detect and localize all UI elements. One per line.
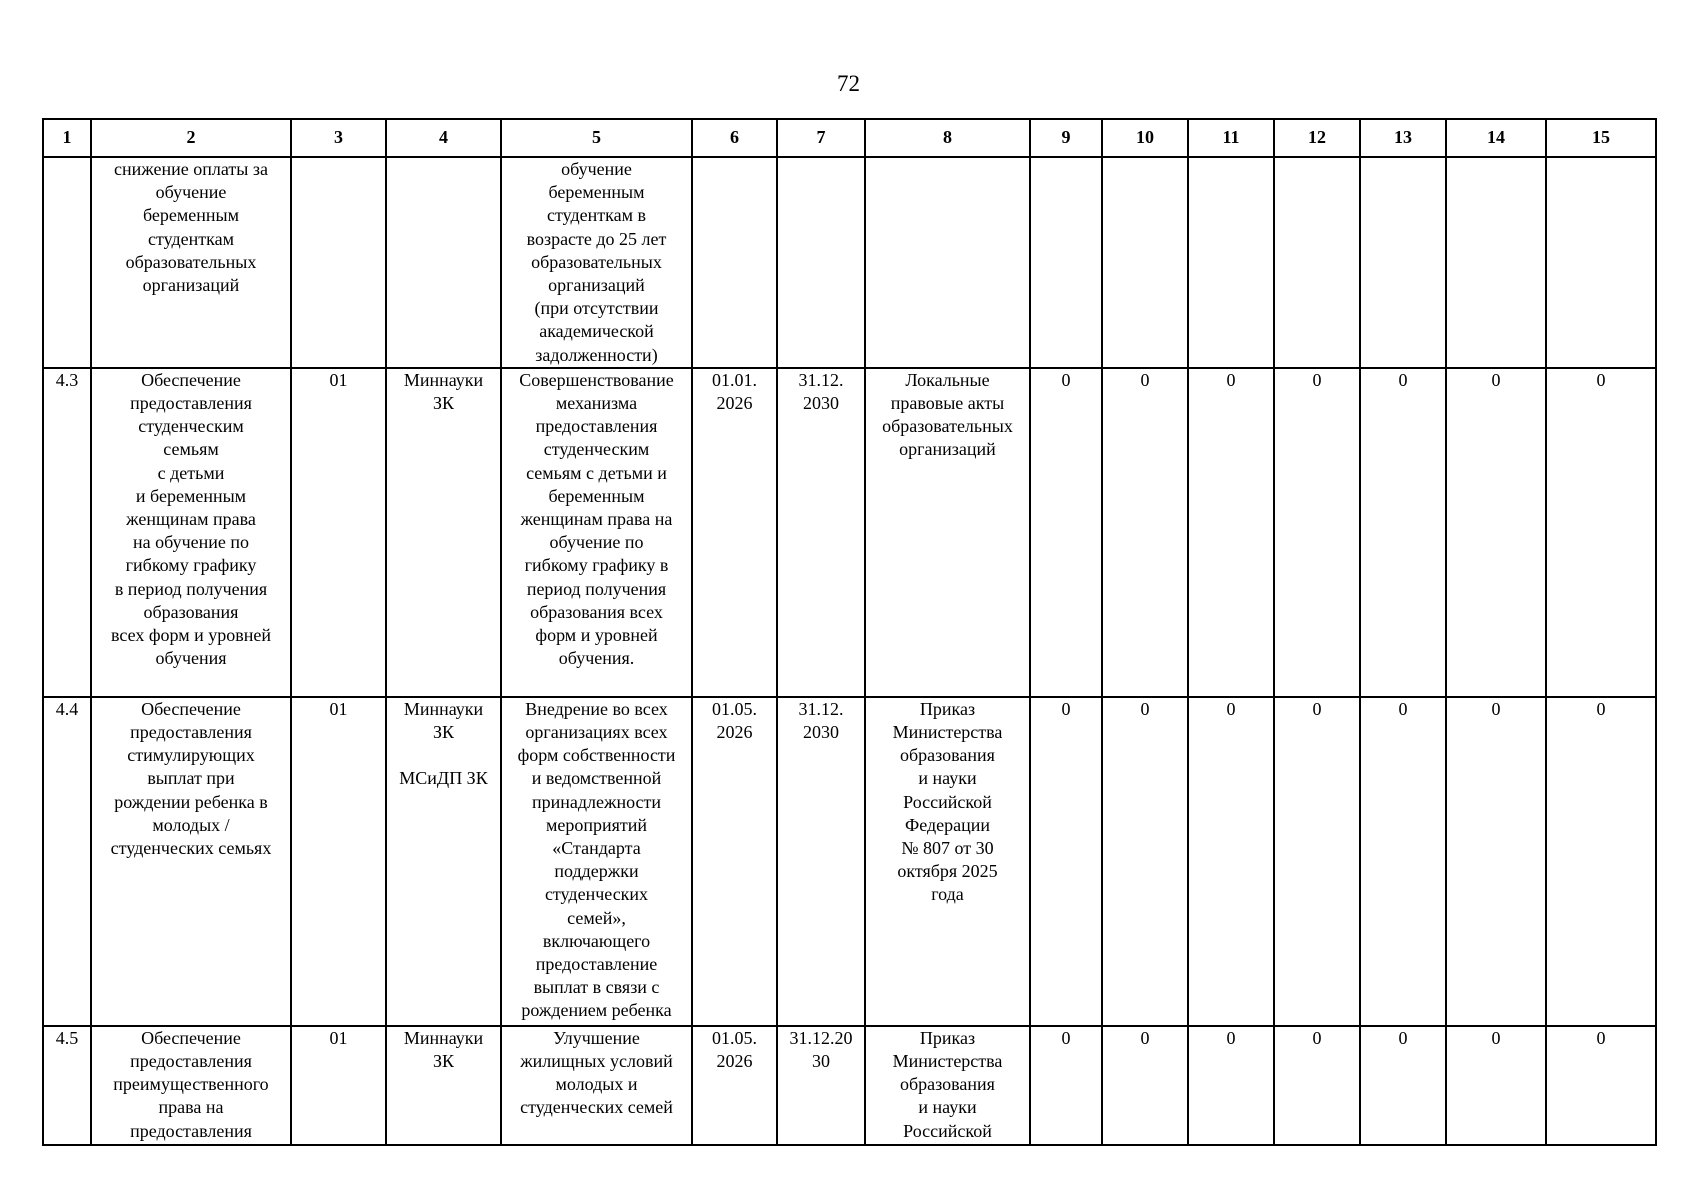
page-number: 72 <box>837 71 860 96</box>
table-cell <box>1030 157 1102 368</box>
column-header: 10 <box>1102 119 1188 157</box>
column-header: 2 <box>91 119 291 157</box>
column-header: 4 <box>386 119 501 157</box>
table-cell: 01 <box>291 1026 386 1145</box>
table-cell <box>865 157 1030 368</box>
table-cell: 01.05. 2026 <box>692 697 777 1026</box>
table-cell <box>43 157 91 368</box>
column-header: 5 <box>501 119 692 157</box>
table-cell: 0 <box>1274 368 1360 697</box>
table-cell: Обеспечение предоставления преимущественного права на предоставления <box>91 1026 291 1145</box>
column-header: 15 <box>1546 119 1656 157</box>
table-cell: 0 <box>1030 697 1102 1026</box>
column-header: 7 <box>777 119 865 157</box>
table-cell: 0 <box>1030 368 1102 697</box>
table-cell: 0 <box>1188 1026 1274 1145</box>
table-cell: Миннауки ЗК <box>386 368 501 697</box>
table-cell: обучение беременным студенткам в возрасте до 25 лет образовательных организаций (при отсутствии академической задолженности) <box>501 157 692 368</box>
table-header-row <box>43 119 1656 157</box>
table-row <box>43 1026 1656 1145</box>
table-cell: 0 <box>1102 368 1188 697</box>
table-cell: 0 <box>1274 1026 1360 1145</box>
table-cell <box>1546 157 1656 368</box>
table-cell: Приказ Министерства образования и науки Российской Федерации № 807 от 30 октября 2025 года <box>865 697 1030 1026</box>
table-cell: 0 <box>1360 368 1446 697</box>
column-header: 11 <box>1188 119 1274 157</box>
table-cell: 0 <box>1102 697 1188 1026</box>
table-row <box>43 697 1656 1026</box>
table-cell: Улучшение жилищных условий молодых и студенческих семей <box>501 1026 692 1145</box>
column-header: 1 <box>43 119 91 157</box>
column-header: 6 <box>692 119 777 157</box>
column-header: 8 <box>865 119 1030 157</box>
table-cell: 0 <box>1546 1026 1656 1145</box>
table-cell: 0 <box>1188 368 1274 697</box>
table-cell: 0 <box>1360 697 1446 1026</box>
table-cell: 01.01. 2026 <box>692 368 777 697</box>
table-row <box>43 368 1656 697</box>
table-cell: 0 <box>1546 697 1656 1026</box>
table-cell <box>291 157 386 368</box>
table-cell: Локальные правовые акты образовательных организаций <box>865 368 1030 697</box>
table-cell: 0 <box>1030 1026 1102 1145</box>
table-cell: Приказ Министерства образования и науки Российской <box>865 1026 1030 1145</box>
column-header: 9 <box>1030 119 1102 157</box>
table-cell: 01 <box>291 697 386 1026</box>
table-cell: снижение оплаты за обучение беременным студенткам образовательных организаций <box>91 157 291 368</box>
table-cell: 0 <box>1446 1026 1546 1145</box>
table-cell: 31.12. 2030 <box>777 368 865 697</box>
column-header: 14 <box>1446 119 1546 157</box>
table-cell: 0 <box>1274 697 1360 1026</box>
table-cell: 4.5 <box>43 1026 91 1145</box>
table-cell <box>1446 157 1546 368</box>
column-header: 13 <box>1360 119 1446 157</box>
table-cell <box>1188 157 1274 368</box>
table-cell: 31.12. 2030 <box>777 697 865 1026</box>
table-cell: Обеспечение предоставления стимулирующих выплат при рождении ребенка в молодых / студенческих семьях <box>91 697 291 1026</box>
column-header: 12 <box>1274 119 1360 157</box>
table-cell: 0 <box>1546 368 1656 697</box>
table-cell <box>777 157 865 368</box>
table-cell: 01 <box>291 368 386 697</box>
table-cell: 0 <box>1446 697 1546 1026</box>
table-cell: 4.3 <box>43 368 91 697</box>
table-cell: Совершенствование механизма предоставления студенческим семьям с детьми и беременным женщинам права на обучение по гибкому графику в период получения образования всех форм и уровней обучения. <box>501 368 692 697</box>
table-cell: 0 <box>1188 697 1274 1026</box>
table-cell: Обеспечение предоставления студенческим семьям с детьми и беременным женщинам права на обучение по гибкому графику в период получения образования всех форм и уровней обучения <box>91 368 291 697</box>
table-cell <box>1274 157 1360 368</box>
table-cell: 0 <box>1446 368 1546 697</box>
table-cell <box>692 157 777 368</box>
table-cell: 0 <box>1102 1026 1188 1145</box>
table-cell: Внедрение во всех организациях всех форм собственности и ведомственной принадлежности мероприятий «Стандарта поддержки студенческих семей», включающего предоставление выплат в связи с рождением ребенка <box>501 697 692 1026</box>
measures-table <box>42 118 1657 1146</box>
table-cell: 01.05. 2026 <box>692 1026 777 1145</box>
column-header: 3 <box>291 119 386 157</box>
table-cell <box>386 157 501 368</box>
table-cell: 0 <box>1360 1026 1446 1145</box>
table-row <box>43 157 1656 368</box>
table-cell: 31.12.20 30 <box>777 1026 865 1145</box>
table-cell <box>1360 157 1446 368</box>
table-cell: Миннауки ЗК <box>386 1026 501 1145</box>
table-cell: Миннауки ЗК МСиДП ЗК <box>386 697 501 1026</box>
table-cell <box>1102 157 1188 368</box>
table-cell: 4.4 <box>43 697 91 1026</box>
